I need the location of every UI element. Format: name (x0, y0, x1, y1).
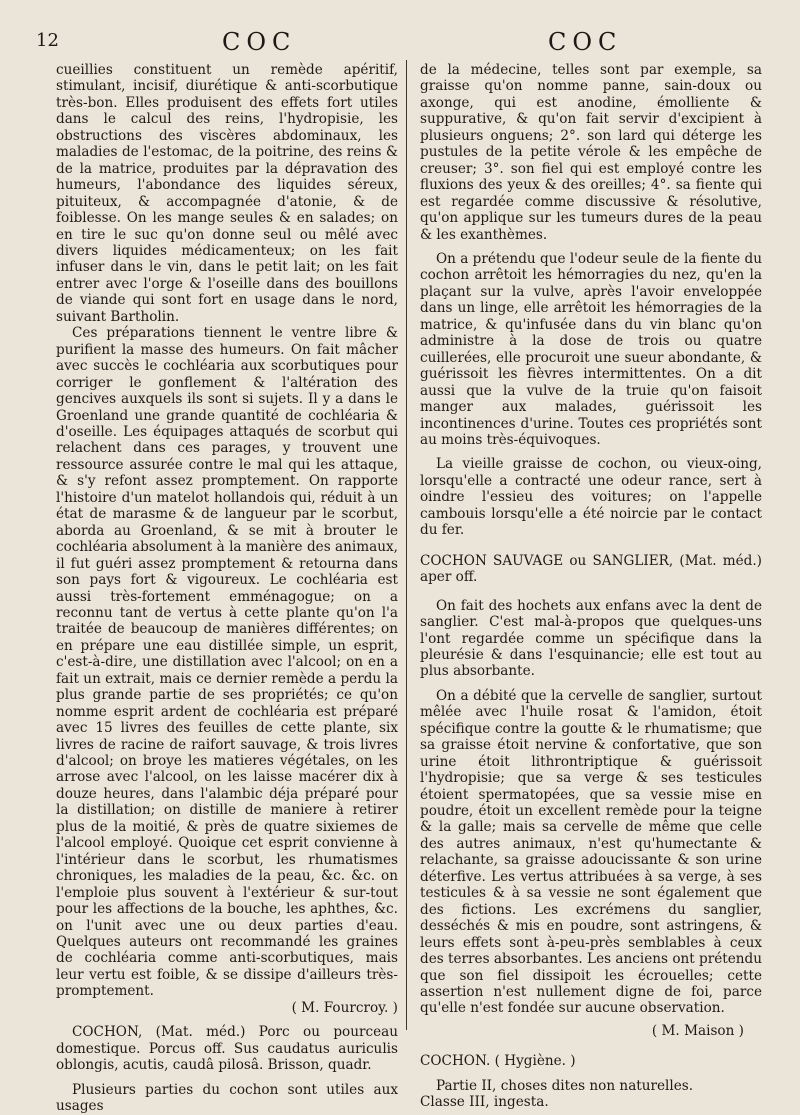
running-head-left: COC (222, 28, 297, 56)
paragraph: de la médecine, telles sont par exemple, sa graisse qu'on nomme panne, sain-doux ou axonge, qui est anodine, émolliente & suppurative, & qu'on fait servir d'excipient à plusieurs onguens; 2°. son lard qui déterge les pustules de la petite vérole & les empêche de creuser; 3°. son fiel qui est employé contre les fluxions des yeux & des oreilles; 4°. sa fiente qui est regardée comme discussive & résolutive, qu'on applique sur les tumeurs dures de la peau & les exanthèmes. (420, 62, 762, 243)
running-head-right: COC (548, 28, 623, 56)
left-column (56, 62, 398, 1115)
paragraph: Plusieurs parties du cochon sont utiles aux usages (56, 1081, 398, 1115)
entry-cochon-mat-med: COCHON, (Mat. méd.) Porc ou pourceau domestique. Porcus off. Sus caudatus auriculis oblongis, acutis, caudâ pilosâ. Brisson, quadr. (56, 1024, 398, 1074)
paragraph: On fait des hochets aux enfans avec la dent de sanglier. C'est mal-à-propos que quelques-uns l'ont regardée comme un spécifique dans la pleurésie & dans l'esquinancie; elle est tout au plus absorbante. (420, 597, 762, 680)
paragraph: Classe III, ingesta. (420, 1094, 549, 1111)
entry-heading-cochon-sauvage: COCHON SAUVAGE ou SANGLIER, (Mat. méd.) aper off. (420, 552, 762, 586)
entry-heading-cochon-hygiene: COCHON. ( Hygiène. ) (420, 1053, 576, 1070)
paragraph: Partie II, choses dites non naturelles. (436, 1077, 694, 1094)
paragraph: Ces préparations tiennent le ventre libre & purifient la masse des humeurs. On fait mâcher avec succès le cochléaria aux scorbutiques pour corriger le gonflement & l'altération des gencives auxquels ils sont si sujets. Il y a dans le Groenland une grande quantité de cochléaria & d'oseille. Les équipages attaqués de scorbut qui relachent dans ces parages, y trouvent une ressource assurée contre le mal qui les attaque, & s'y refont assez promptement. On rapporte l'histoire d'un matelot hollandois qui, réduit à un état de marasme & de langueur par le scorbut, aborda au Groenland, & se mit à brouter le cochléaria absolument à la manière des animaux, il fut guéri assez promptement & retourna dans son pays fort & vigoureux. Le cochléaria est aussi très-fortement emménagogue; on a reconnu tant de vertus à cette plante qu'on l'a traitée de beaucoup de manières différentes; on en prépare une eau distillée simple, un esprit, c'est-à-dire, une distillation avec l'alcool; on en a fait un extrait, mais ce dernier remède a perdu la plus grande partie de ses propriétés; ce qu'on nomme esprit ardent de cochléaria est préparé avec 15 livres des feuilles de cette plante, six livres de racine de raifort sauvage, & trois livres d'alcool; on broye les matieres végétales, on les arrose avec l'alcool, on les laisse macérer dix à douze heures, dans l'alambic déja préparé pour la distillation; on distille de maniere à retirer plus de la moitié, & près de quatre sixiemes de l'alcool employé. Quoique cet esprit convienne à l'intérieur dans le scorbut, les rhumatismes chroniques, les maladies de la peau, &c. &c. on l'emploie plus souvent à l'extérieur & sur-tout pour les affections de la bouche, les aphthes, &c. on l'unit avec une ou deux parties d'eau. Quelques auteurs ont recommandé les graines de cochléaria comme anti-scorbutiques, mais leur vertu est foible, & se dissipe d'ailleurs très-promptement. (56, 325, 398, 1000)
page-header (0, 28, 800, 58)
page-number: 12 (36, 30, 59, 51)
column-divider (406, 60, 407, 1030)
paragraph: On a débité que la cervelle de sanglier, surtout mêlée avec l'huile rosat & l'amidon, étoit spécifique contre la goutte & le rhumatisme; que sa graisse étoit nervine & confortative, que son urine étoit lithrontriptique & guérissoit l'hydropisie; que sa verge & ses testicules étoient spermatopées, que sa vessie mise en poudre, étoit un excellent remède pour la teigne & la galle; mais sa cervelle de même que celle des autres animaux, n'est qu'humectante & relachante, sa graisse adoucissante & son urine déterfive. Les vertus attribuées à sa verge, à ses testicules & à sa vessie ne sont également que des fictions. Les excrémens du sanglier, desséchés & mis en poudre, sont astringens, & leurs effets sont à-peu-près semblables à ceux des terres absorbantes. Les anciens ont prétendu que son fiel dissipoit les écrouelles; cette assertion n'est nullement digne de foi, parce qu'elle n'est fondée sur aucune observation. (420, 687, 763, 1017)
paragraph: cueillies constituent un remède apéritif, stimulant, incisif, diurétique & anti-scorbutique très-bon. Elles produisent des effets fort utiles dans le calcul des reins, l'hydropisie, les obstructions des viscères abdominaux, les maladies de l'estomac, de la poitrine, des reins & de la matrice, produites par la dépravation des humeurs, l'abondance des liquides séreux, pituiteux, & accompagnée d'atonie, & de foiblesse. On les mange seules & en salades; on en tire le suc qu'on donne seul ou mêlé avec divers liquides médicamenteux; on les fait infuser dans le vin, dans le petit lait; on les fait entrer avec l'orge & l'oseille dans des bouillons de viande qui sont fort en usage dans le nord, suivant Bartholin. (56, 62, 398, 325)
paragraph: La vieille graisse de cochon, ou vieux-oing, lorsqu'elle a contracté une odeur rance, sert à oindre l'essieu des voitures; on l'appelle cambouis lorsqu'elle a été noircie par le contact du fer. (420, 456, 762, 539)
author-signature: ( M. Maison ) (651, 1022, 744, 1039)
paragraph: On a prétendu que l'odeur seule de la fiente du cochon arrêtoit les hémorragies du nez, qu'en la plaçant sur la vulve, après l'avoir enveloppée dans un linge, elle arrêtoit les hémorragies de la matrice, & qu'infusée dans du vin blanc qu'on administre à la dose de trois ou quatre cuillerées, elle procuroit une sueur abondante, & guérissoit les fièvres intermittentes. On a dit aussi que la vulve de la truie qu'on faisoit manger aux malades, guérissoit les incontinences d'urine. Toutes ces propriétés sont au moins très-équivoques. (420, 250, 762, 448)
author-signature: ( M. Fourcroy. ) (291, 999, 398, 1016)
right-column (420, 62, 762, 1111)
